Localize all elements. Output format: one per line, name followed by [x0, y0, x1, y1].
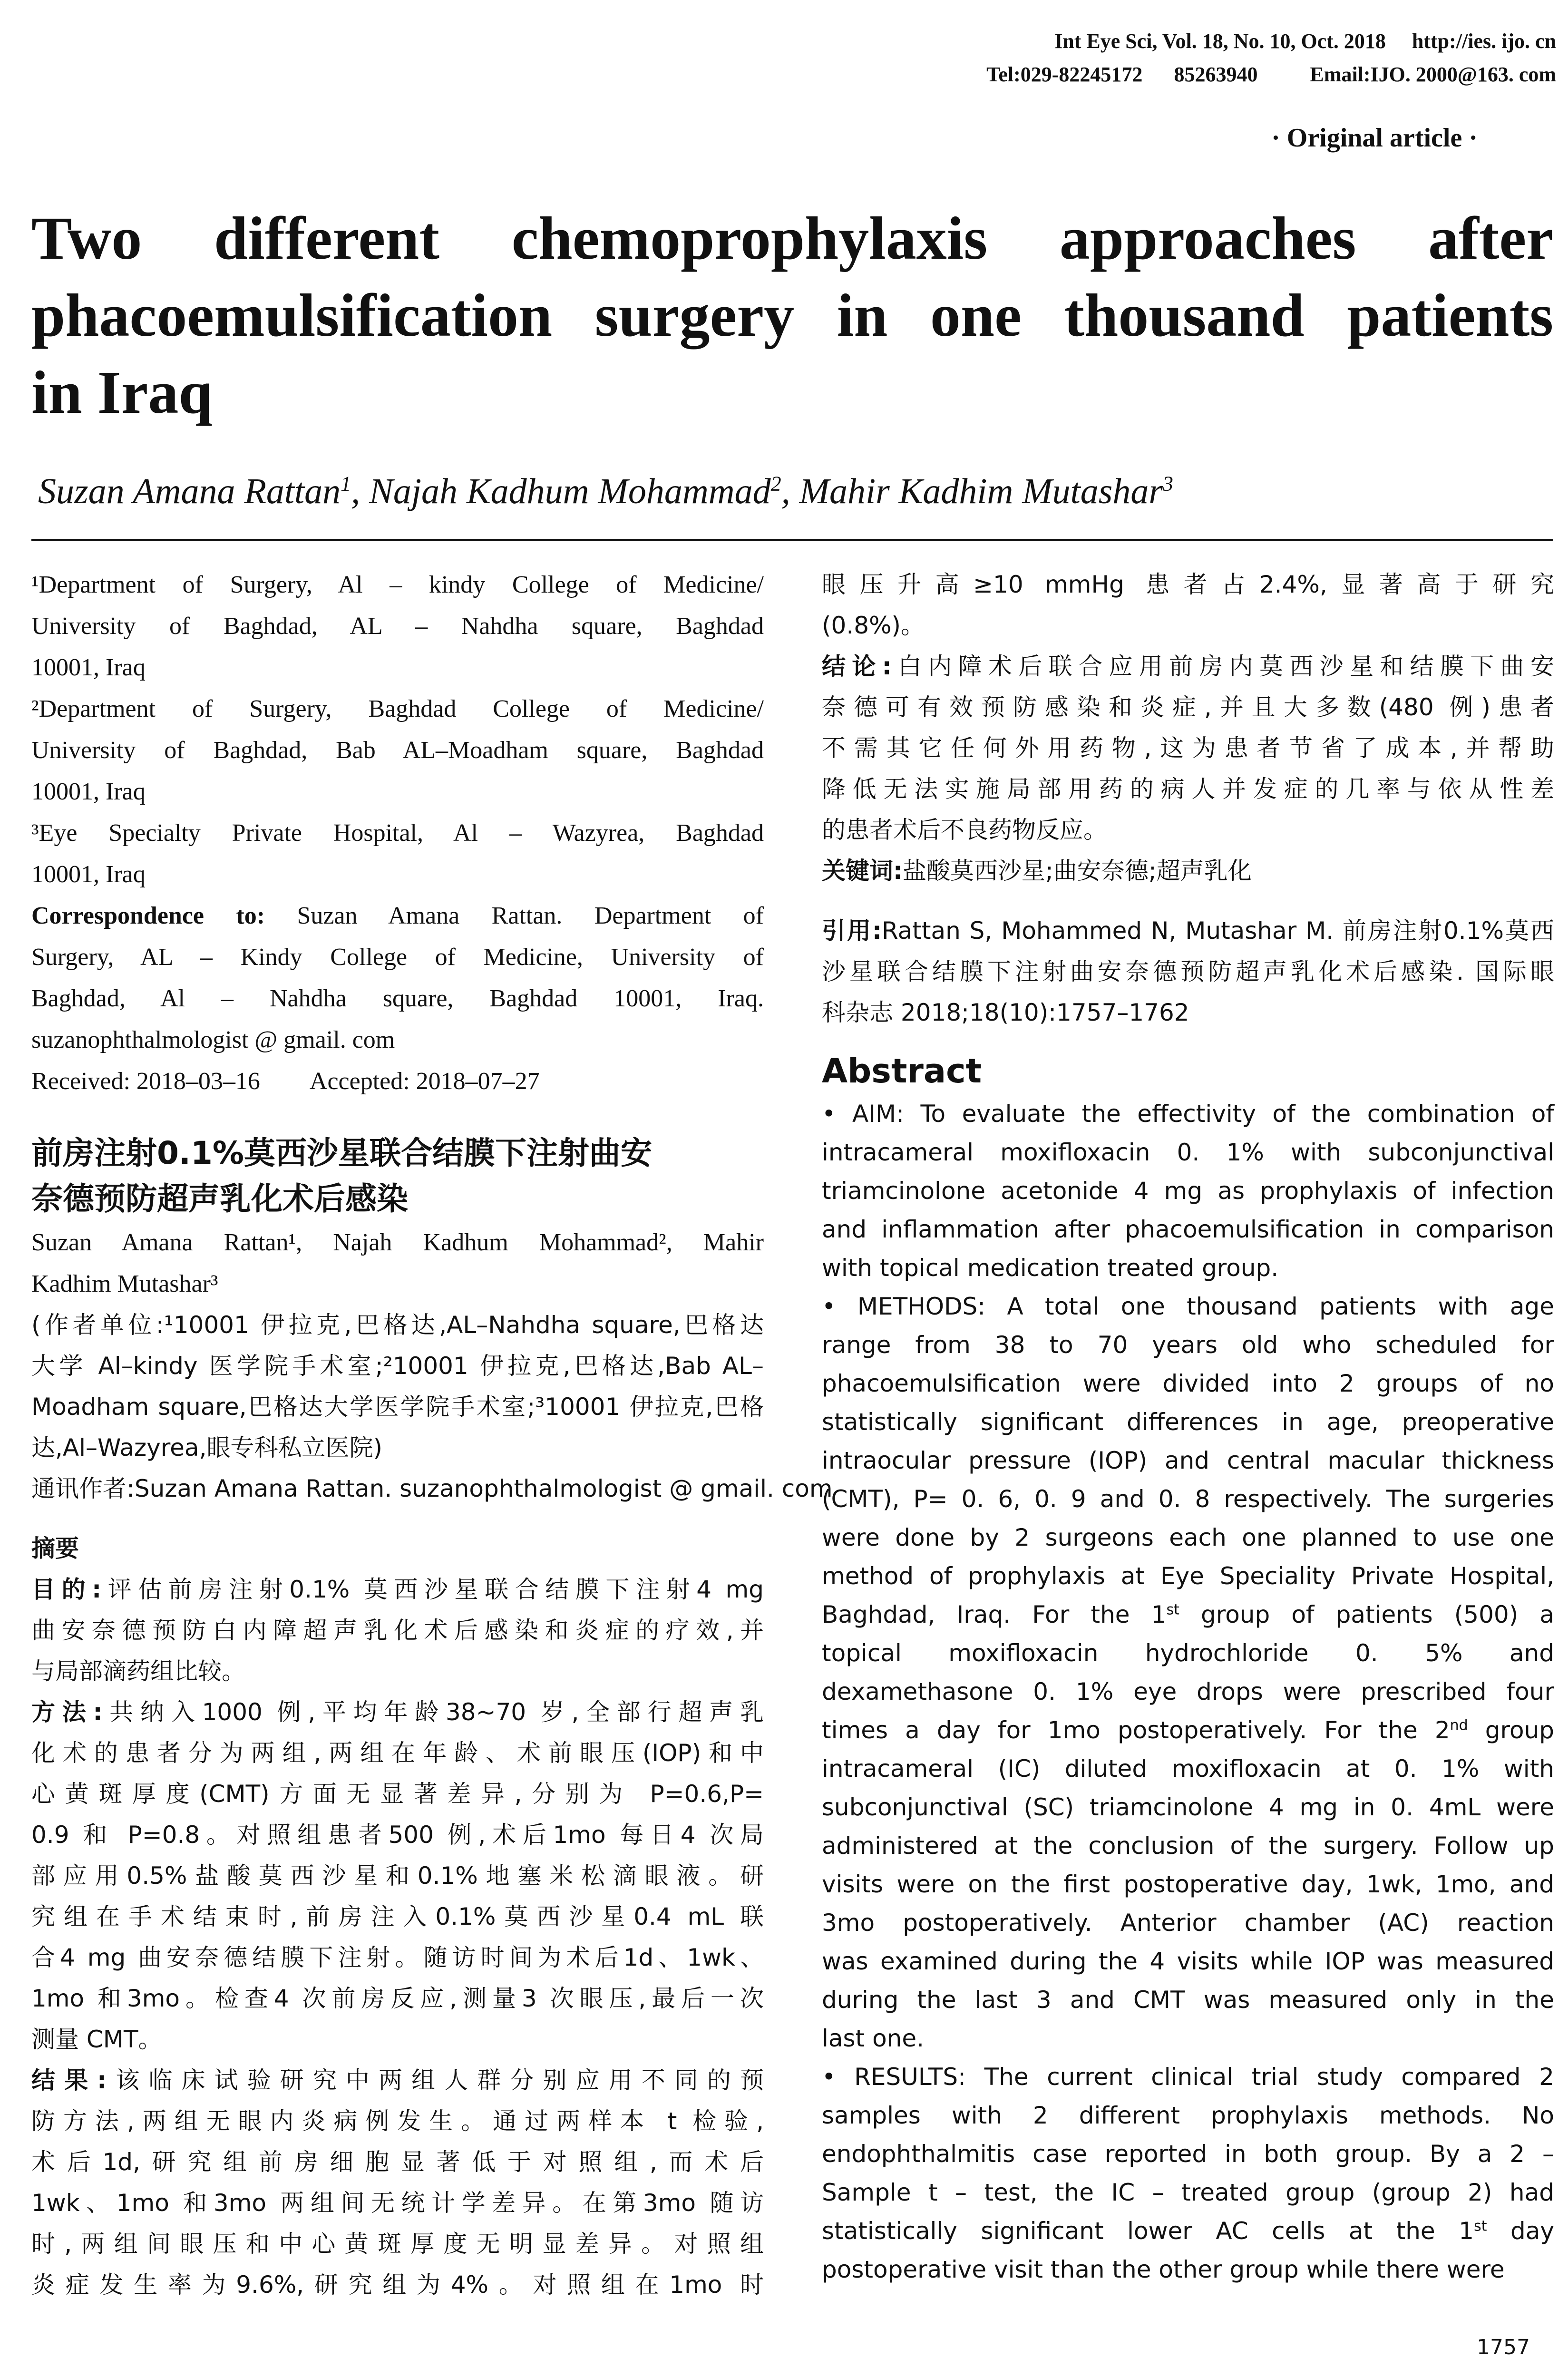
chinese-abstract — [31, 1528, 764, 2305]
accepted-date: Accepted: 2018–07–27 — [309, 1068, 540, 1095]
abstract-line: dexamethasone 0. 1% eye drops were prescribed four — [822, 1678, 1554, 1705]
author-name: Mahir Kadhim Mutashar — [799, 471, 1163, 511]
correspondence-line: Baghdad, Al – Nahdha square, Baghdad 10001, Iraq. — [31, 985, 764, 1012]
chinese-authors-line: Suzan Amana Rattan¹, Najah Kadhum Mohammad², Mahir — [31, 1229, 764, 1256]
conclusion-text: 白内障术后联合应用前房内莫西沙星和结膜下曲安 — [891, 653, 1555, 680]
title-line: in Iraq — [31, 359, 213, 426]
abstract-line: intracameral moxifloxacin 0. 1% with subconjunctival — [822, 1139, 1554, 1166]
chinese-affil-line: 大学 Al–kindy 医学院手术室;²10001 伊拉克,巴格达,Bab AL– — [31, 1352, 764, 1380]
methods-line: 0.9 和 P=0.8。对照组患者500 例,术后1mo 每日4 次局 — [31, 1821, 764, 1849]
abstract-line: intraocular pressure (IOP) and central macular thickness — [822, 1447, 1554, 1474]
results-text: 该临床试验研究中两组人群分别应用不同的预 — [107, 2066, 764, 2094]
results-line: 术后1d,研究组前房细胞显著低于对照组,而术后 — [31, 2148, 764, 2176]
citation-text: Rattan S, Mohammed N, Mutashar M. 前房注射0.1%莫西 — [881, 917, 1554, 945]
abstract-line: subconjunctival (SC) triamcinolone 4 mg in 0. 4mL were — [822, 1793, 1554, 1821]
dates-line — [31, 1061, 764, 1102]
abstract-line: range from 38 to 70 years old who scheduled for — [822, 1331, 1554, 1359]
page-number: 1757 — [1477, 2335, 1530, 2359]
citation-label: 引用: — [822, 917, 882, 945]
results-line: 防方法,两组无眼内炎病例发生。通过两样本 t 检验, — [31, 2107, 764, 2135]
abstract-line: statistically significant lower AC cells at the 1st day — [822, 2217, 1554, 2245]
aim-line: 与局部滴药组比较。 — [31, 1657, 245, 1685]
chinese-corr-line: 通讯作者:Suzan Amana Rattan. suzanophthalmologist @ gmail. com — [31, 1475, 833, 1502]
title-line: phacoemulsification surgery in one thousand patients — [31, 282, 1553, 349]
conclusion-line: 奈德可有效预防感染和炎症,并且大多数(480 例)患者 — [822, 693, 1555, 721]
methods-line: 合4 mg 曲安奈德结膜下注射。随访时间为术后1d、1wk、 — [31, 1944, 764, 1971]
abstract-line: • RESULTS: The current clinical trial study compared 2 — [822, 2063, 1554, 2091]
journal-header — [986, 25, 1556, 91]
journal-tel2: 85263940 — [1174, 63, 1258, 86]
article-title — [31, 200, 1553, 431]
results-label: 结果: — [31, 2066, 107, 2094]
left-column — [31, 564, 833, 2305]
affiliation-line: ³Eye Specialty Private Hospital, Al – Wazyrea, Baghdad — [31, 819, 764, 847]
abstract-line: administered at the conclusion of the surgery. Follow up — [822, 1832, 1554, 1860]
correspondence-line — [31, 895, 764, 936]
results-line — [31, 2060, 764, 2101]
results-line: 眼压升高≥10 mmHg 患者占2.4%,显著高于研究 — [822, 571, 1554, 598]
methods-line: 测量 CMT。 — [31, 2026, 162, 2053]
abstract-line: during the last 3 and CMT was measured only in the — [822, 1986, 1554, 2014]
chinese-affil-line: 达,Al–Wazyrea,眼专科私立医院) — [31, 1434, 382, 1461]
methods-line — [31, 1692, 764, 1733]
abstract-heading: Abstract — [822, 1052, 982, 1091]
citation — [822, 910, 1554, 1033]
results-line: (0.8%)。 — [822, 612, 925, 639]
abstract-line: method of prophylaxis at Eye Speciality Private Hospital, — [822, 1562, 1554, 1590]
english-abstract — [822, 1095, 1554, 2289]
right-column — [822, 564, 1554, 2289]
chinese-title — [31, 1130, 764, 1222]
correspondence-label: Correspondence to: — [31, 902, 265, 929]
chinese-authors — [31, 1222, 764, 1305]
correspondence-email[interactable]: suzanophthalmologist @ gmail. com — [31, 1026, 395, 1053]
abstract-line: (CMT), P= 0. 6, 0. 9 and 0. 8 respectively. The surgeries — [822, 1485, 1554, 1513]
abstract-line: and inflammation after phacoemulsification in comparison — [822, 1216, 1554, 1243]
author-affil-mark: 3 — [1162, 472, 1173, 496]
conclusion-label: 结论: — [822, 653, 892, 680]
abstract-line: • AIM: To evaluate the effectivity of the combination of — [822, 1100, 1554, 1128]
affiliation-line: 10001, Iraq — [31, 861, 146, 888]
article-type: · Original article · — [1271, 123, 1478, 153]
journal-email[interactable]: Email:IJO. 2000@163. com — [1310, 63, 1556, 86]
affiliation-line: ²Department of Surgery, Baghdad College of Medicine/ — [31, 695, 764, 722]
results-line: 时,两组间眼压和中心黄斑厚度无明显差异。对照组 — [31, 2230, 764, 2258]
keywords-label: 关键词: — [822, 857, 903, 885]
affiliation-line: University of Baghdad, Bab AL–Moadham square, Baghdad — [31, 737, 764, 764]
aim-label: 目的: — [31, 1576, 102, 1603]
affiliations — [31, 564, 764, 1102]
abstract-line: triamcinolone acetonide 4 mg as prophylaxis of infection — [822, 1177, 1554, 1205]
affiliation-line: 10001, Iraq — [31, 654, 146, 681]
correspondence-line: Surgery, AL – Kindy College of Medicine, University of — [31, 944, 764, 971]
chinese-affiliations — [31, 1305, 833, 1509]
conclusion-line: 的患者术后不良药物反应。 — [822, 816, 1107, 844]
abstract-line: Baghdad, Iraq. For the 1st group of patients (500) a — [822, 1601, 1554, 1628]
author-affil-mark: 1 — [341, 472, 351, 496]
chinese-abstract-heading: 摘要 — [31, 1535, 79, 1562]
abstract-line: statistically significant differences in age, preoperative — [822, 1408, 1554, 1436]
author-name: Najah Kadhum Mohammad — [369, 471, 771, 511]
correspondence-text: Suzan Amana Rattan. Department of — [297, 902, 764, 929]
chinese-affil-line: Moadham square,巴格达大学医学院手术室;³10001 伊拉克,巴格 — [31, 1393, 764, 1421]
affiliation-line: University of Baghdad, AL – Nahdha square, Baghdad — [31, 613, 764, 640]
citation-line — [822, 910, 1554, 951]
journal-url[interactable]: http://ies. ijo. cn — [1412, 29, 1556, 53]
title-line: Two different chemoprophylaxis approaches after — [31, 205, 1553, 272]
abstract-line: Sample t – test, the IC – treated group (group 2) had — [822, 2179, 1554, 2206]
author-affil-mark: 2 — [770, 472, 781, 496]
abstract-line: samples with 2 different prophylaxis methods. No — [822, 2102, 1554, 2129]
author-separator: , — [781, 471, 799, 511]
aim-text: 评估前房注射0.1% 莫西沙星联合结膜下注射4 mg — [101, 1576, 764, 1603]
aim-line: 曲安奈德预防白内障超声乳化术后感染和炎症的疗效,并 — [31, 1617, 764, 1644]
abstract-line: 3mo postoperatively. Anterior chamber (AC) reaction — [822, 1909, 1554, 1937]
chinese-authors-line: Kadhim Mutashar³ — [31, 1270, 218, 1297]
abstract-line: were done by 2 surgeons each one planned to use one — [822, 1524, 1554, 1551]
abstract-line: postoperative visit than the other group while there were — [822, 2256, 1505, 2283]
chinese-title-line: 前房注射0.1%莫西沙星联合结膜下注射曲安 — [31, 1135, 653, 1171]
methods-line: 心黄斑厚度(CMT)方面无显著差异,分别为 P=0.6,P= — [31, 1780, 764, 1808]
journal-citation: Int Eye Sci, Vol. 18, No. 10, Oct. 2018 — [1054, 29, 1386, 53]
chinese-title-line: 奈德预防超声乳化术后感染 — [31, 1180, 408, 1217]
abstract-line: with topical medication treated group. — [822, 1254, 1279, 1282]
abstract-line: intracameral (IC) diluted moxifloxacin at 0. 1% with — [822, 1755, 1554, 1783]
header-rule — [31, 539, 1553, 541]
conclusion-line — [822, 646, 1554, 687]
aim-line — [31, 1569, 764, 1610]
citation-line: 沙星联合结膜下注射曲安奈德预防超声乳化术后感染. 国际眼 — [822, 958, 1554, 985]
author-separator: , — [351, 471, 370, 511]
received-date: Received: 2018–03–16 — [31, 1068, 260, 1095]
keywords-text: 盐酸莫西沙星;曲安奈德;超声乳化 — [903, 857, 1252, 885]
author-list — [38, 471, 1173, 512]
chinese-abstract-continued — [822, 564, 1554, 891]
methods-line: 部应用0.5%盐酸莫西沙星和0.1%地塞米松滴眼液。研 — [31, 1862, 764, 1890]
abstract-line: endophthalmitis case reported in both group. By a 2 – — [822, 2140, 1554, 2168]
abstract-line: was examined during the 4 visits while IOP was measured — [822, 1948, 1554, 1975]
abstract-line: times a day for 1mo postoperatively. For the 2nd group — [822, 1716, 1554, 1744]
affiliation-line: 10001, Iraq — [31, 778, 146, 805]
citation-line: 科杂志 2018;18(10):1757–1762 — [822, 999, 1189, 1026]
methods-line: 1mo 和3mo。检查4 次前房反应,测量3 次眼压,最后一次 — [31, 1985, 764, 2012]
methods-label: 方法: — [31, 1698, 103, 1726]
abstract-line: visits were on the first postoperative day, 1wk, 1mo, and — [822, 1870, 1554, 1898]
methods-line: 化术的患者分为两组,两组在年龄、术前眼压(IOP)和中 — [31, 1739, 764, 1767]
conclusion-line: 降低无法实施局部用药的病人并发症的几率与依从性差 — [822, 775, 1554, 803]
abstract-line: • METHODS: A total one thousand patients with age — [822, 1293, 1554, 1320]
keywords-line — [822, 850, 1554, 891]
affiliation-line: ¹Department of Surgery, Al – kindy College of Medicine/ — [31, 571, 764, 598]
journal-tel: Tel:029-82245172 — [986, 63, 1143, 86]
chinese-affil-line: (作者单位:¹10001 伊拉克,巴格达,AL–Nahdha square,巴格达 — [31, 1311, 764, 1339]
results-line: 1wk、1mo 和3mo 两组间无统计学差异。在第3mo 随访 — [31, 2189, 764, 2217]
author-name: Suzan Amana Rattan — [38, 471, 341, 511]
results-line: 炎症发生率为9.6%,研究组为4%。对照组在1mo 时 — [31, 2271, 764, 2299]
abstract-line: phacoemulsification were divided into 2 groups of no — [822, 1370, 1554, 1397]
abstract-line: last one. — [822, 2025, 925, 2052]
methods-text: 共纳入1000 例,平均年龄38~70 岁,全部行超声乳 — [102, 1698, 764, 1726]
abstract-line: topical moxifloxacin hydrochloride 0. 5% and — [822, 1639, 1554, 1667]
conclusion-line: 不需其它任何外用药物,这为患者节省了成本,并帮助 — [822, 734, 1554, 762]
methods-line: 究组在手术结束时,前房注入0.1%莫西沙星0.4 mL 联 — [31, 1903, 764, 1930]
